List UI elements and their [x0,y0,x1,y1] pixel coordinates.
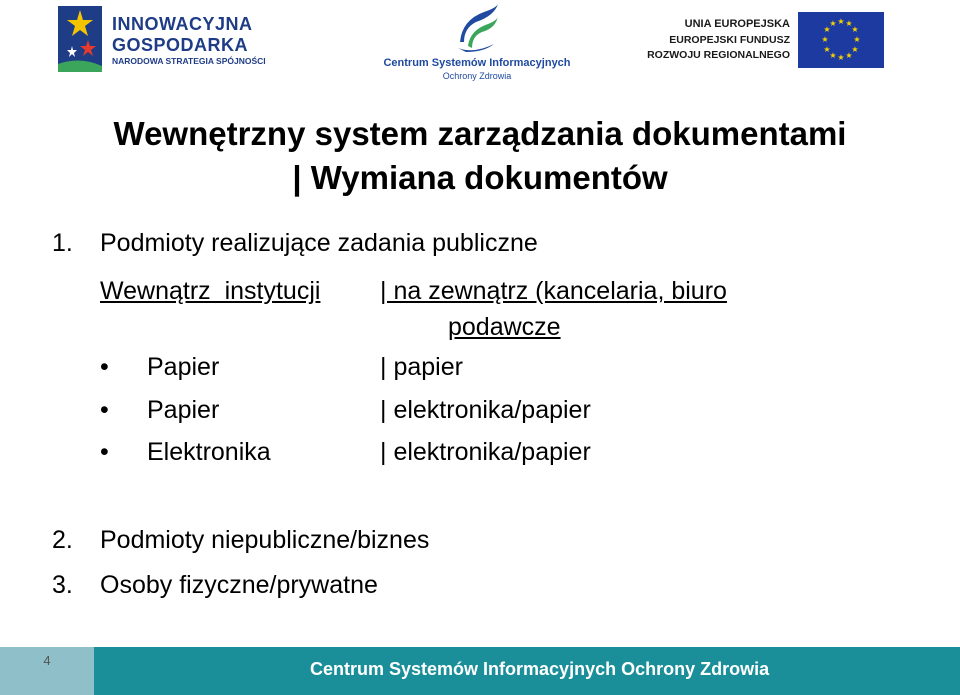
title-line2: | Wymiana dokumentów [292,159,668,196]
ig-flag-icon [58,6,102,72]
footer-page-box [0,647,94,695]
svg-text:★: ★ [851,25,859,34]
svg-text:★: ★ [823,25,831,34]
section2-number: 2. [52,526,73,554]
logo-eu-line2: EUROPEJSKI FUNDUSZ [669,34,790,46]
columns-right-header: | na zewnątrz (kancelaria, biuro [380,277,727,305]
svg-text:★: ★ [829,19,837,28]
section1-number: 1. [52,229,73,257]
section3-number: 3. [52,571,73,599]
svg-text:★: ★ [829,51,837,60]
logo-ig-line3: NARODOWA STRATEGIA SPÓJNOŚCI [112,56,266,66]
csioz-swoosh-icon [454,2,500,54]
csioz-logo [372,2,582,82]
eu-logo [648,12,884,70]
svg-text:★: ★ [837,17,845,26]
svg-text:★: ★ [845,19,853,28]
svg-text:★: ★ [851,45,859,54]
svg-text:★: ★ [845,51,853,60]
bullet-icon: • [100,438,109,466]
columns-right-header-cont: podawcze [448,313,561,341]
bullet-icon: • [100,396,109,424]
bullet-icon: • [100,353,109,381]
logo-csioz-line2: Ochrony Zdrowia [442,71,512,81]
svg-text:★: ★ [823,45,831,54]
logo-ig-line1: INNOWACYJNA [112,14,253,34]
svg-text:★: ★ [853,35,861,44]
logo-eu-line3: ROZWOJU REGIONALNEGO [647,49,790,61]
eu-flag-icon [798,12,884,68]
row1-left: Papier [147,353,220,381]
footer [0,647,960,695]
innowacyjna-gospodarka-logo [58,6,278,74]
row3-left: Elektronika [147,438,271,466]
footer-text: Centrum Systemów Informacyjnych Ochrony Zdrowia [310,659,770,679]
section1-heading: Podmioty realizujące zadania publiczne [100,229,538,257]
row2-right: | elektronika/papier [380,396,591,424]
page-number: 4 [43,653,51,668]
svg-text:★: ★ [821,35,829,44]
logo-ig-line2: GOSPODARKA [112,35,249,55]
svg-text:★: ★ [837,53,845,62]
columns-left-header: Wewnątrz instytucji [100,277,321,305]
row2-left: Papier [147,396,220,424]
title-line1: Wewnętrzny system zarządzania dokumentami [113,115,847,152]
logo-eu-line1: UNIA EUROPEJSKA [684,18,790,30]
logo-csioz-line1: Centrum Systemów Informacyjnych [383,57,571,69]
row3-right: | elektronika/papier [380,438,591,466]
row1-right: | papier [380,353,463,381]
page-title [0,112,960,200]
section2-text: Podmioty niepubliczne/biznes [100,526,430,554]
section3-text: Osoby fizyczne/prywatne [100,571,378,599]
